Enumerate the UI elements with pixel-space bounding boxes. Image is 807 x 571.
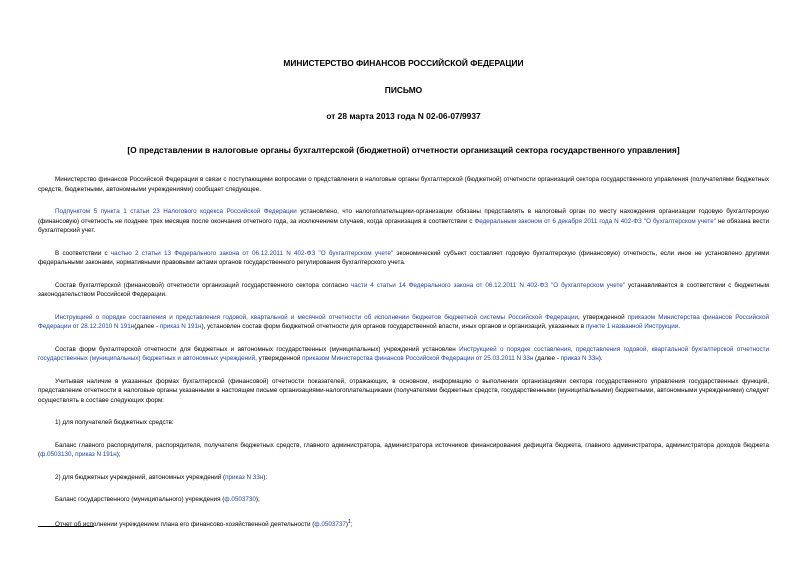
- link-article-14[interactable]: части 4 статьи 14 Федерального закона от 06.12.2011 N 402-ФЗ "О бухгалтерском учете": [351, 281, 626, 289]
- text: );: [116, 451, 121, 458]
- doc-date-number: от 28 марта 2013 года N 02-06-07/9937: [326, 111, 481, 121]
- paragraph-instruction-33n: [38, 345, 769, 364]
- text: Баланс государственного (муниципального) учреждения (: [55, 496, 225, 503]
- paragraph-balance-0503730: [38, 495, 769, 505]
- text: установлено, что налогоплательщики-организации обязаны представлять в налоговый орган по месту нахождения организации годовую бухгалтерскую (финансовую) отчетность не позднее трех месяцев после окончания отчетного года, за исключением случаев, когда организация в соответствии с: [38, 208, 769, 225]
- paragraph-report-0503737: [38, 518, 769, 530]
- text: ), установлен состав форм бюджетной отчетности для органов государственной власти, иных органов и организаций, указанных в: [201, 323, 586, 330]
- text: Баланс главного распорядителя, распорядителя, получателя бюджетных средств, главного администратора, администратора источников финансирования дефицита бюджета, главного администратора, администратора доходов бюджета (: [38, 441, 769, 458]
- link-order-191n[interactable]: приказ N 191н: [159, 323, 202, 330]
- doc-type: ПИСЬМО: [384, 85, 423, 95]
- link-tax-code-article[interactable]: Подпунктом 5 пункта 1 статьи 23 Налогового кодекса Российской Федерации: [55, 208, 297, 215]
- link-instruction-budget-reporting[interactable]: Инструкцией о порядке составления и представления годовой, квартальной и месячной отчетности об исполнении бюджетов бюджетной системы Российской Федерации: [55, 313, 579, 321]
- link-order-33n-full[interactable]: приказом Министерства финансов Российской Федерации от 25.03.2011 N 33н: [302, 355, 534, 362]
- text: , утвержденной: [255, 355, 303, 362]
- paragraph-instruction-191n: [38, 313, 769, 332]
- paragraph-article-13: [38, 249, 769, 268]
- paragraph-forms-composition: Учитывая наличие в указанных формах бухгалтерской (финансовой) отчетности показателей, отражающих, в основном, информацию о выполнении организациями сектора государственного управления государственных функций, представление отчетности в налоговые органы указанными в настоящем письме организациями-налогоплательщиками (получателями бюджетных средств, государственными (муниципальными) бюджетными, автономными учреждениями) следует осуществлять в составе следующих форм:: [38, 377, 769, 404]
- text: ,: [71, 451, 76, 458]
- text: ;: [350, 520, 353, 528]
- link-order-33n[interactable]: приказ N 33н: [225, 473, 264, 481]
- footnote-divider: [38, 526, 94, 527]
- link-instruction-institutions[interactable]: Инструкцией о порядке составления, представления годовой, квартальной бухгалтерской отчетности государственных (муниципальных) бюджетных и автономных учреждений: [38, 345, 770, 362]
- text: устанавливается в соответствии с бюджетным законодательством Российской Федерации.: [38, 281, 769, 298]
- text: ).: [598, 355, 603, 362]
- text: не обязана вести бухгалтерский учет.: [38, 217, 769, 234]
- text: Состав бухгалтерской (финансовой) отчетности организаций государственного сектора согласно: [55, 281, 351, 289]
- footnote-marker[interactable]: 1: [347, 518, 351, 525]
- text: , утвержденной: [578, 313, 628, 321]
- paragraph-intro: Министерство финансов Российской Федерации в связи с поступающими вопросами о представлении в налоговые органы бухгалтерской (бюджетной) отчетности организаций сектора государственного управления (получателями бюджетных средств, бюджетными, автономными учреждениями) сообщает следующее.: [38, 176, 769, 193]
- paragraph-article-14: [38, 281, 769, 300]
- text: (далее -: [533, 355, 561, 362]
- link-form-0503130[interactable]: ф.0503130: [40, 451, 72, 458]
- text: В соответствии с: [55, 249, 111, 257]
- link-form-0503730[interactable]: ф.0503730: [224, 496, 256, 503]
- text: ):: [263, 473, 268, 481]
- link-order-191n[interactable]: приказ N 191н: [75, 451, 117, 458]
- link-instruction-point-1[interactable]: пункте 1 названной Инструкции: [585, 323, 679, 330]
- doc-subject: [О представлении в налоговые органы бухгалтерской (бюджетной) отчетности организаций сектора государственного управления]: [127, 145, 680, 155]
- paragraph-tax-code: [38, 207, 769, 236]
- link-form-0503737[interactable]: ф.0503737: [314, 520, 346, 528]
- ministry-title: МИНИСТЕРСТВО ФИНАНСОВ РОССИЙСКОЙ ФЕДЕРАЦИИ: [283, 58, 524, 68]
- text: .: [678, 323, 681, 330]
- link-federal-law-402[interactable]: Федеральным законом от 6 декабря 2011 года N 402-ФЗ "О бухгалтерском учете": [474, 217, 716, 225]
- list-item-institutions: [38, 473, 769, 483]
- text: Состав форм бухгалтерской отчетности для бюджетных и автономных государственных (муниципальных) учреждений установлен: [55, 345, 460, 353]
- text: );: [255, 496, 260, 503]
- link-order-33n[interactable]: приказ N 33н: [560, 355, 599, 362]
- list-item-budget-recipients: 1) для получателей бюджетных средств:: [55, 419, 174, 426]
- link-order-191n-full[interactable]: приказом Министерства финансов Российской Федерации от 28.12.2010 N 191н: [38, 313, 769, 330]
- text: ): [345, 520, 348, 528]
- text: (далее -: [134, 323, 160, 330]
- document-page: [38, 50, 769, 529]
- text: 2) для бюджетных учреждений, автономных учреждений (: [55, 473, 226, 481]
- link-article-13[interactable]: частью 2 статьи 13 Федерального закона от 06.12.2011 N 402-ФЗ "О бухгалтерском учете": [110, 249, 394, 257]
- paragraph-balance-0503130: [38, 441, 769, 460]
- text: экономический субъект составляет годовую бухгалтерскую (финансовую) отчетность, если иное не установлено другими федеральными законами, нормативными правовыми актами органов государственного регулирования бухгалтерского учета.: [38, 249, 770, 266]
- text: Отчет об исполнении учреждением плана его финансово-хозяйственной деятельности (: [55, 520, 315, 528]
